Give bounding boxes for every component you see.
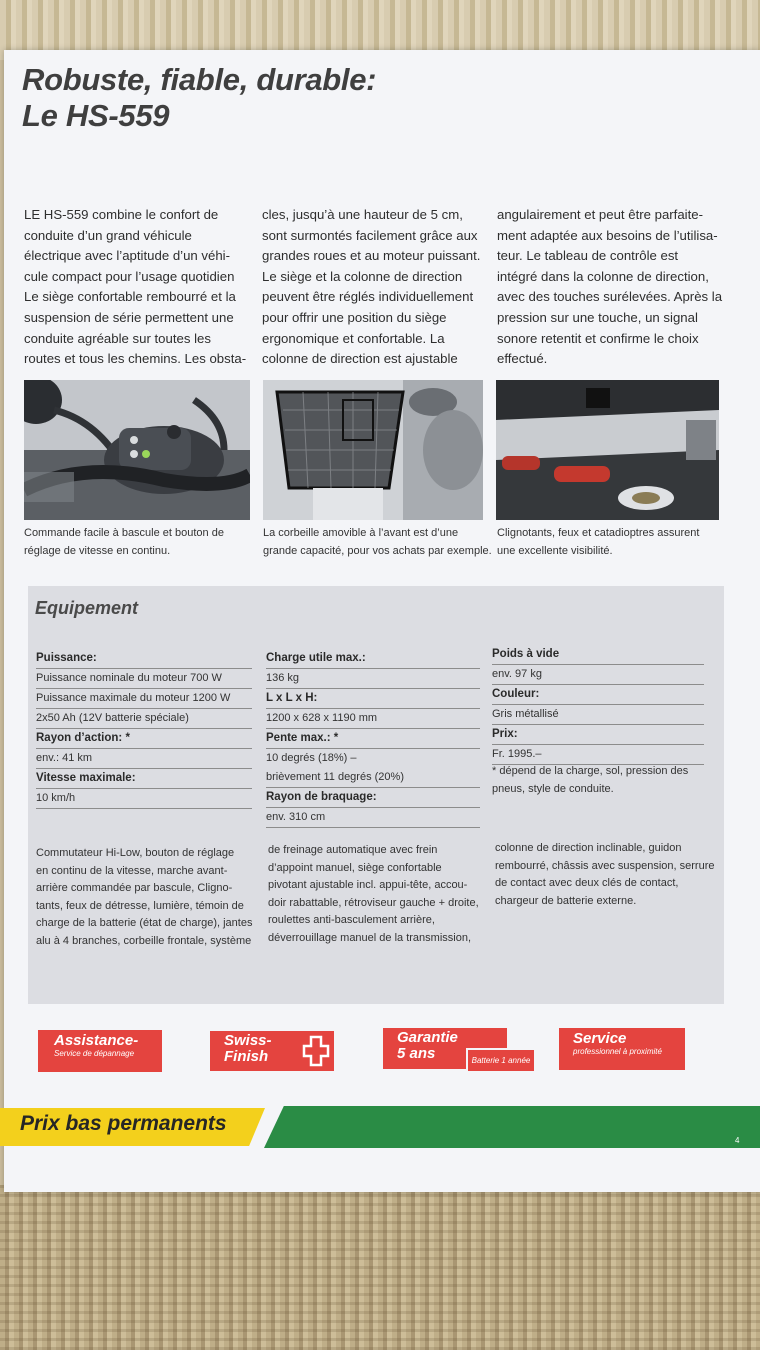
spec-column-2 <box>266 649 480 828</box>
description-line: colonne de direction inclinable, guidon <box>495 842 682 854</box>
spec-heading: Rayon d’action: * <box>36 729 252 749</box>
equipment-description-1 <box>36 845 258 951</box>
intro-line: sont surmontés facilement grâce aux <box>262 227 478 243</box>
intro-line: électrique avec l’aptitude d’un véhi- <box>24 248 230 264</box>
description-line: roulettes anti-basculement arrière, <box>268 914 435 927</box>
spec-heading: Charge utile max.: <box>266 649 480 669</box>
photo-front-basket <box>263 380 483 520</box>
caption-line: une excellente visibilité. <box>497 544 613 557</box>
spec-value: Puissance nominale du moteur 700 W <box>36 669 252 689</box>
intro-column-3 <box>497 205 727 370</box>
caption-line: La corbeille amovible à l’avant est d’une <box>263 527 459 539</box>
intro-line: intégré dans la colonne de direction, <box>497 268 709 284</box>
intro-line: ergonomique et confortable. La <box>262 330 445 346</box>
intro-column-1 <box>24 205 254 370</box>
service-badge-subtitle: professionnel à proximité <box>573 1047 662 1056</box>
intro-line: sonore retentit et confirme le choix <box>497 330 699 346</box>
page-number: 4 <box>735 1136 740 1145</box>
description-line: tants, feux de détresse, lumière, témoin de <box>36 899 244 912</box>
equipment-title: Equipement <box>35 598 139 618</box>
assistance-badge <box>38 1030 162 1072</box>
intro-column-2 <box>262 205 492 370</box>
footnote-line: * dépend de la charge, sol, pression des <box>492 765 689 777</box>
photo-control-panel <box>24 380 250 520</box>
photo-caption-2 <box>263 525 495 560</box>
banner-green-stripe <box>264 1106 760 1148</box>
footnote-line: pneus, style de conduite. <box>492 782 614 795</box>
garantie-line-1: Garantie <box>397 1029 458 1046</box>
spec-heading: Couleur: <box>492 685 704 705</box>
spec-value: env. 97 kg <box>492 665 704 685</box>
background-fabric-bottom <box>0 1185 760 1350</box>
description-line: pivotant ajustable incl. appui-tête, accou- <box>268 879 468 892</box>
intro-line: routes et tous les chemins. Les obsta- <box>24 351 247 367</box>
assistance-badge-subtitle: Service de dépannage <box>54 1049 135 1058</box>
description-line: de contact avec deux clés de contact, <box>495 877 679 890</box>
spec-value: 136 kg <box>266 669 480 689</box>
assistance-badge-title: Assistance- <box>54 1032 139 1049</box>
description-line: arrière commandée par bascule, Cligno- <box>36 882 233 895</box>
intro-line: grandes roues et au moteur puissant. <box>262 248 481 264</box>
spec-heading: Rayon de braquage: <box>266 788 480 808</box>
caption-line: réglage de vitesse en continu. <box>24 544 171 557</box>
description-line: charge de la batterie (état de charge), jantes <box>36 917 253 930</box>
intro-line: cule compact pour l’usage quotidien <box>24 268 235 284</box>
spec-value: Gris métallisé <box>492 705 704 725</box>
intro-line: peuvent être réglés individuellement <box>262 289 474 305</box>
spec-value: Puissance maximale du moteur 1200 W <box>36 689 252 709</box>
caption-line: Clignotants, feux et catadioptres assurent <box>497 527 700 539</box>
spec-heading: Vitesse maximale: <box>36 769 252 789</box>
intro-line: suspension de série permettent une <box>24 309 234 325</box>
spec-value: 2x50 Ah (12V batterie spéciale) <box>36 709 252 729</box>
garantie-battery-text: Batterie 1 année <box>471 1056 531 1065</box>
spec-value: 10 degrés (18%) – <box>266 752 357 764</box>
description-line: d’appoint manuel, siège confortable <box>268 861 442 874</box>
spec-column-1 <box>36 649 252 809</box>
description-line: de freinage automatique avec frein <box>268 844 438 856</box>
spec-heading: L x L x H: <box>266 689 480 709</box>
title-line-2: Le HS-559 <box>22 98 170 133</box>
photo-caption-3 <box>497 525 727 560</box>
spec-heading: Puissance: <box>36 649 252 669</box>
intro-line: pour offrir une position du siège <box>262 309 447 325</box>
description-line: Commutateur Hi-Low, bouton de réglage <box>36 847 235 859</box>
spec-value: brièvement 11 degrés (20%) <box>266 768 480 788</box>
swiss-finish-badge <box>210 1031 334 1071</box>
description-line: en continu de la vitesse, marche avant- <box>36 864 228 877</box>
description-line: rembourré, châssis avec suspension, serrure <box>495 859 715 872</box>
title-line-1: Robuste, fiable, durable: <box>22 62 377 97</box>
spec-value: Fr. 1995.– <box>492 745 704 765</box>
intro-line: LE HS-559 combine le confort de <box>24 207 219 222</box>
description-line: chargeur de batterie externe. <box>495 894 637 907</box>
caption-line: Commande facile à bascule et bouton de <box>24 527 224 539</box>
intro-line: conduite agréable sur toutes les <box>24 330 211 346</box>
photo-lights <box>496 380 719 520</box>
description-line: doir rabattable, rétroviseur gauche + droite, <box>268 896 479 909</box>
intro-line: effectué. <box>497 351 548 367</box>
caption-line: grande capacité, pour vos achats par exemple. <box>263 544 492 557</box>
intro-line: avec des touches surélevées. Après la <box>497 289 723 305</box>
intro-line: conduite d’un grand véhicule <box>24 227 192 243</box>
description-line: déverrouillage manuel de la transmission, <box>268 931 471 944</box>
intro-line: colonne de direction est ajustable <box>262 351 458 367</box>
equipment-description-2 <box>268 842 490 948</box>
swiss-cross-icon <box>302 1035 330 1067</box>
garantie-line-2: 5 ans <box>397 1045 436 1062</box>
spec-value: 10 km/h <box>36 789 252 809</box>
spec-footnote <box>492 763 722 798</box>
service-badge <box>559 1028 685 1070</box>
spec-heading: Poids à vide <box>492 645 704 665</box>
page-title <box>22 62 376 134</box>
spec-value: env.: 41 km <box>36 749 252 769</box>
intro-line: pression sur une touche, un signal <box>497 309 698 325</box>
intro-line: Le siège et la colonne de direction <box>262 268 463 284</box>
equipment-description-3 <box>495 840 721 910</box>
swiss-finish-line-2: Finish <box>224 1048 269 1065</box>
banner-text: Prix bas permanents <box>20 1112 227 1135</box>
spec-column-3 <box>492 645 704 765</box>
service-badge-title: Service <box>573 1030 627 1047</box>
intro-line: angulairement et peut être parfaite- <box>497 207 703 222</box>
intro-line: Le siège confortable rembourré et la <box>24 289 236 305</box>
spec-value: env. 310 cm <box>266 808 480 828</box>
spec-heading: Prix: <box>492 725 704 745</box>
description-line: alu à 4 branches, corbeille frontale, système <box>36 934 252 947</box>
swiss-finish-line-1: Swiss- <box>224 1032 272 1049</box>
garantie-battery-tag <box>466 1048 536 1073</box>
intro-line: teur. Le tableau de contrôle est <box>497 248 679 264</box>
intro-line: ment adaptée aux besoins de l’utilisa- <box>497 227 718 243</box>
spec-heading: Pente max.: * <box>266 729 480 749</box>
intro-line: cles, jusqu’à une hauteur de 5 cm, <box>262 207 463 222</box>
photo-caption-1 <box>24 525 254 560</box>
spec-value: 1200 x 628 x 1190 mm <box>266 709 480 729</box>
